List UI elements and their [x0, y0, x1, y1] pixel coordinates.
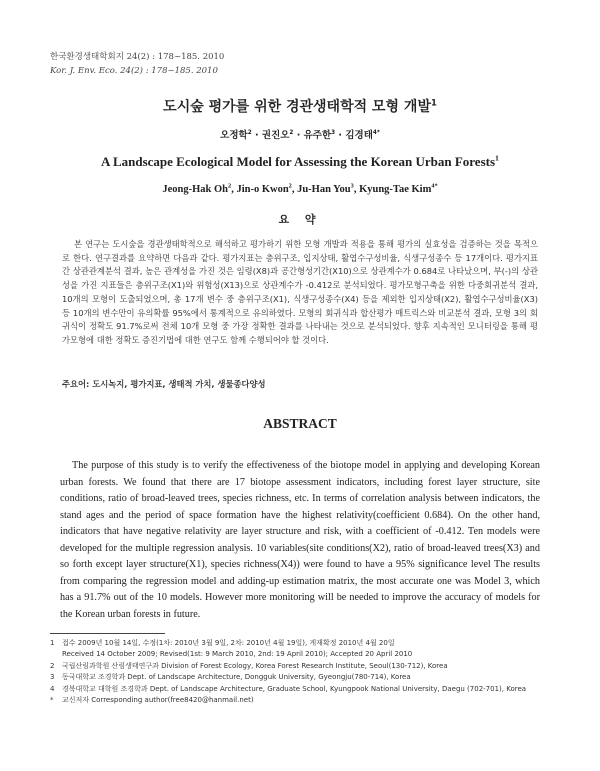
english-abstract-heading: ABSTRACT	[263, 416, 337, 431]
title-english-footnote-mark: 1	[495, 153, 499, 163]
author-en-affiliation-mark: 4*	[431, 182, 438, 190]
author-en-name: Ju-Han You	[297, 184, 351, 195]
author-separator: ,	[353, 184, 360, 195]
title-english	[0, 154, 600, 170]
footnote-text: 접수 2009년 10월 14일, 수정(1차: 2010년 3월 9일, 2차: 2010년 4월 19일), 게재확정 2010년 4월 20일	[62, 639, 395, 647]
footnote-divider	[50, 633, 165, 634]
author-ko-affiliation-mark: 2	[247, 129, 252, 136]
author-en-affiliation-mark: 2	[228, 182, 232, 190]
authors-korean	[0, 127, 600, 141]
author-ko-name: 오정학	[220, 130, 248, 141]
footnote-mark: 4	[50, 684, 55, 693]
footnote-text: 교신저자 Corresponding author(free8420@hanmail.net)	[62, 696, 254, 705]
author-separator: ·	[335, 130, 346, 141]
author-ko-name: 유주한	[303, 130, 332, 141]
title-english-text: A Landscape Ecological Model for Assessing the Korean Urban Forests	[101, 154, 496, 169]
english-abstract-body: The purpose of this study is to verify the effectiveness of the biotope model in applying and developing Korean urban forests. We found that there are 17 biotope assessment indicators, including forest layer structure, site conditions, ratio of broad-leaved trees, species richness, etc. In terms of correlation analysis between indicators, the stand ages and the period of space formation have the highest relativity(coefficient 0.684). On the other hand, indicators that have negative relativity are layer structure and risk, with a coefficient of -0.412. Ten models were developed for the multiple regression analysis. 10 variables(site conditions(X2), ratio of broad-leaved trees(X3) and so forth except layer structure(X1), species richness(X4)) were found to have a 95% significance level The results from comparing the regression model and adding-up estimation matrix, the most accurate one was Model 3, which has a 91.7% out of the 10 models. However more monitoring will be needed to improve the accuracy of models for the Korean urban forests in future.	[60, 460, 540, 620]
korean-abstract-heading: 요 약	[278, 213, 322, 226]
footnote-item	[50, 672, 550, 683]
footnotes	[50, 638, 550, 706]
title-korean	[0, 96, 600, 116]
footnote-text: 동국대학교 조경학과 Dept. of Landscape Architecture, Dongguk University, Gyeongju(780-714), Korea	[62, 673, 411, 682]
author-separator: ·	[293, 130, 304, 141]
author-ko-name: 김경태	[345, 130, 373, 141]
author-en-affiliation-mark: 3	[350, 182, 354, 190]
author-separator: ·	[251, 130, 262, 141]
footnote-text: 경북대학교 대학원 조경학과 Dept. of Landscape Architecture, Graduate School, Kyungpook National University, Daegu (702-701), Korea	[62, 684, 527, 693]
footnote-mark: 1	[50, 639, 55, 647]
footnote-item	[50, 661, 550, 672]
author-separator: ,	[231, 184, 237, 195]
footnote-item	[50, 638, 550, 649]
korean-abstract-body: 본 연구는 도시숲을 경관생태학적으로 해석하고 평가하기 위한 모형 개발과 적용을 통해 평가의 실효성을 검증하는 것을 목적으로 한다. 연구결과를 요약하면 다음과 같다. 평가지표는 층위구조, 입지상태, 활엽수구성비율, 식생구성종수 등 17개이다. 평가지표 간 상관관계분석 결과, 높은 관계성을 가진 것은 임령(X8)과 공간형성기간(X10)으로 상관계수가 0.684로 나타났으며, 부(-)의 상관성을 가진 지표들은 층위구조(X1)와 위험성(X13)으로 상관계수가 -0.412로 분석되었다. 평가모형구축을 위한 다중회귀분석 결과, 10개의 모형이 도출되었으며, 총 17개 변수 중 층위구조(X1), 식생구성종수(X4) 등을 제외한 입지상태(X2), 활엽수구성비율(X3) 등 10개의 변수만이 유의확률 95%에서 통계적으로 유의하였다. 모형의 회귀식과 합산평가 매트릭스와 비교분석 결과, 모형 3의 회귀식이 정확도 91.7%로써 전체 10개 모형 중 가장 정확한 결과를 나타내는 것으로 분석되었다. 향후 지속적인 모니터링을 통해 평가모형에 대한 정확도 증진기법에 대한 연구도 함께 수행되어야 할 것이다.	[62, 239, 538, 345]
keywords: 주요어: 도시녹지, 평가지표, 생태적 가치, 생물종다양성	[62, 379, 266, 389]
author-ko-name: 권진오	[261, 130, 290, 141]
journal-line-en: Kor. J. Env. Eco. 24(2) : 178~185. 2010	[50, 66, 218, 76]
author-ko-affiliation-mark: 3	[331, 129, 336, 136]
author-ko-affiliation-mark: 2	[289, 129, 294, 136]
author-en-name: Kyung-Tae Kim	[359, 184, 432, 195]
footnote-item	[50, 649, 550, 660]
footnote-item	[50, 684, 550, 695]
footnote-item	[50, 695, 550, 706]
footnote-text: 국립산림과학원 산림생태연구과 Division of Forest Ecology, Korea Forest Research Institute, Seoul(130-712), Korea	[62, 661, 448, 670]
footnote-mark	[50, 649, 62, 660]
footnote-text: Received 14 October 2009; Revised(1st: 9 March 2010, 2nd: 19 April 2010); Accepted 20 April 2010	[62, 650, 413, 659]
footnote-mark: *	[50, 696, 54, 705]
author-en-name: Jeong-Hak Oh	[162, 184, 229, 195]
journal-line-ko: 한국환경생태학회지 24(2) : 178~185. 2010	[50, 52, 225, 62]
author-separator: ,	[291, 184, 298, 195]
title-korean-footnote-mark: 1	[430, 97, 437, 108]
author-en-affiliation-mark: 2	[288, 182, 292, 190]
footnote-mark: 3	[50, 673, 55, 682]
author-ko-affiliation-mark: 4*	[372, 129, 380, 136]
authors-english	[0, 184, 600, 195]
journal-header	[50, 50, 224, 78]
title-korean-text: 도시숲 평가를 위한 경관생태학적 모형 개발	[163, 99, 431, 115]
author-en-name: Jin-o Kwon	[236, 184, 289, 195]
footnote-mark: 2	[50, 661, 55, 670]
